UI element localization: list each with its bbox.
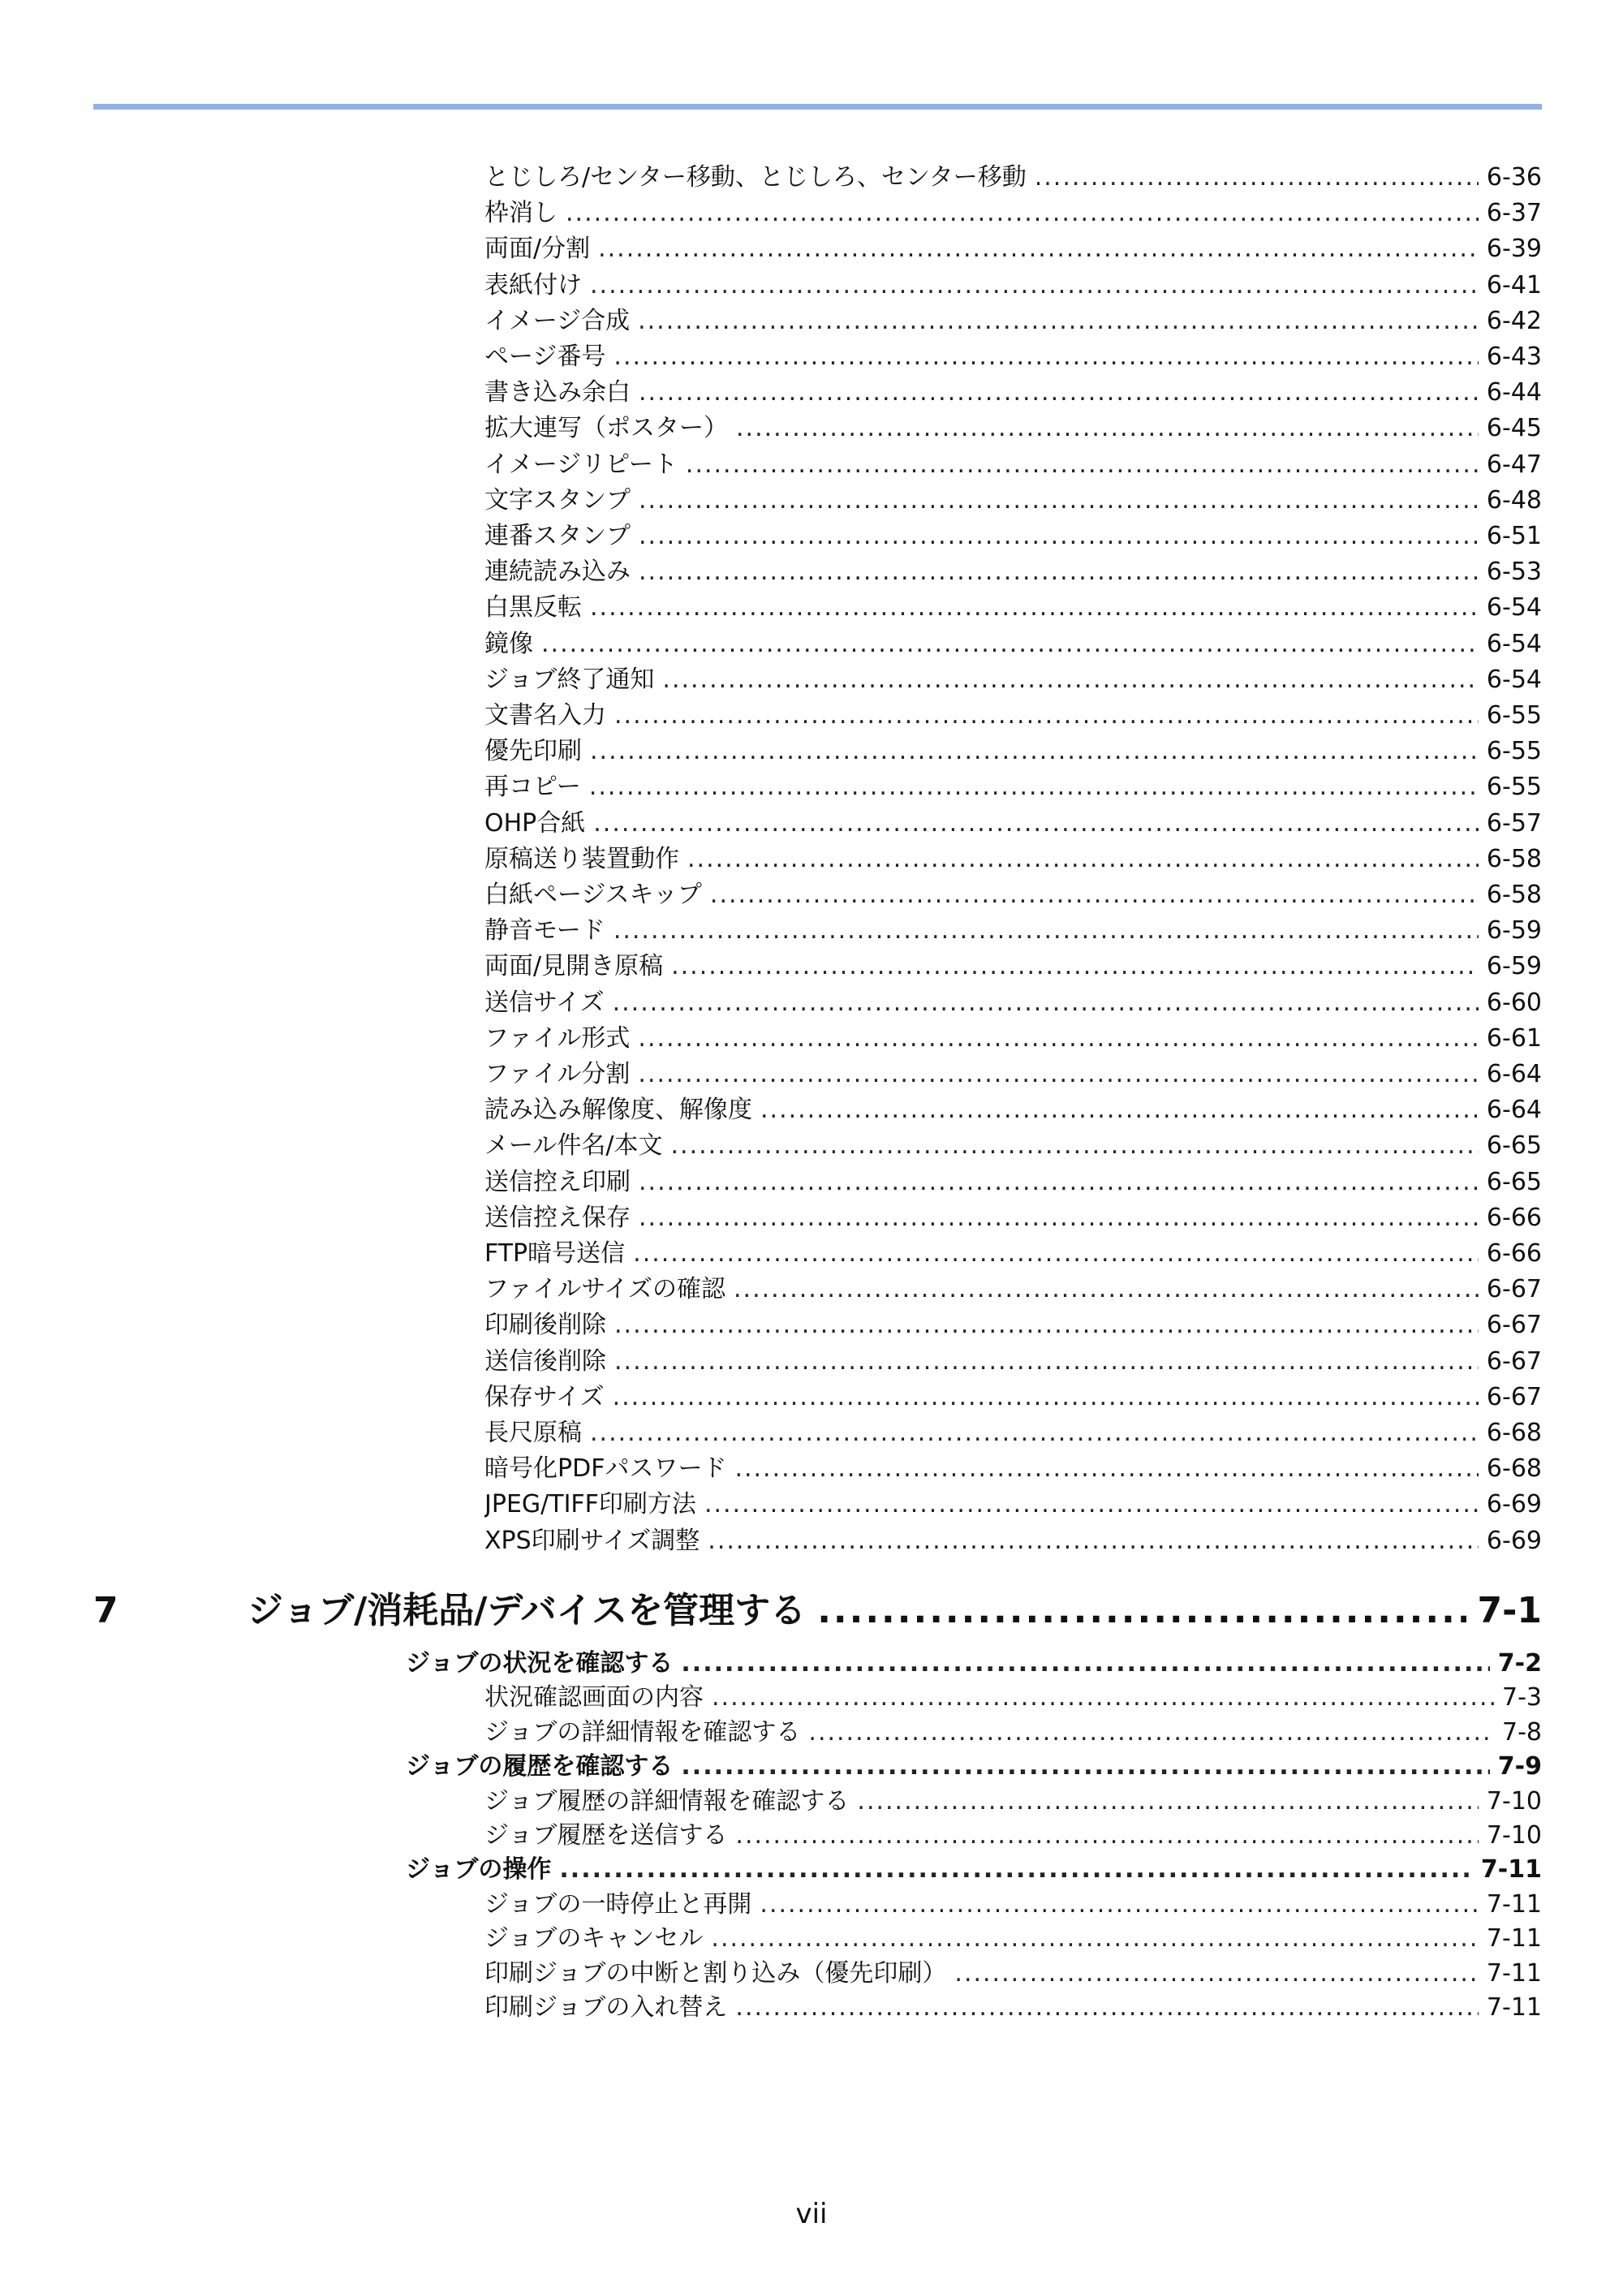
toc-entry[interactable] [484, 1053, 1542, 1089]
toc-entry-page: 6-66 [1486, 1204, 1542, 1232]
toc-entry[interactable] [484, 1304, 1542, 1340]
toc-entry[interactable] [484, 1197, 1542, 1233]
dot-leader [613, 1383, 1479, 1411]
dot-leader [760, 1890, 1479, 1919]
toc-entry-title: ページ番号 [484, 342, 606, 371]
dot-leader [954, 1959, 1479, 1988]
toc-entry-title: 両面/見開き原稿 [484, 952, 664, 980]
toc-entry-page: 6-55 [1486, 773, 1542, 801]
dot-leader [559, 1855, 1473, 1884]
dot-leader [598, 235, 1479, 263]
toc-entry-title: 送信サイズ [484, 989, 605, 1017]
toc-entry[interactable] [484, 803, 1542, 838]
toc-entry-page: 6-67 [1486, 1347, 1542, 1376]
dot-leader [639, 486, 1479, 515]
dot-leader [736, 414, 1479, 442]
dot-leader [614, 701, 1479, 730]
toc-entry[interactable] [484, 946, 1542, 981]
toc-entry-title: OHP合紙 [484, 809, 586, 838]
toc-section-entry[interactable] [406, 1849, 1542, 1885]
toc-section-entry[interactable] [406, 1643, 1542, 1678]
toc-entry[interactable] [484, 659, 1542, 695]
dot-leader [760, 1096, 1479, 1124]
dot-leader [687, 845, 1479, 873]
dot-leader [614, 1311, 1479, 1339]
dot-leader [671, 1131, 1479, 1160]
toc-entry-title: JPEG/TIFF印刷方法 [484, 1490, 696, 1518]
dot-leader [857, 1787, 1479, 1816]
toc-entry-page: 7-9 [1497, 1752, 1542, 1781]
toc-entry-title: とじしろ/センター移動、とじしろ、センター移動 [484, 163, 1027, 192]
toc-entry[interactable] [484, 1412, 1542, 1448]
toc-entry[interactable] [484, 1712, 1542, 1747]
dot-leader [686, 450, 1479, 479]
dot-leader [590, 593, 1479, 622]
toc-entry-title: 暗号化PDFパスワード [484, 1454, 727, 1483]
toc-entry-page: 6-54 [1486, 593, 1542, 622]
dot-leader [639, 1204, 1479, 1232]
toc-entry-page: 6-68 [1486, 1419, 1542, 1447]
toc-entry[interactable] [484, 157, 1542, 192]
toc-entry-title: ファイルサイズの確認 [484, 1275, 725, 1303]
toc-entry-page: 6-39 [1486, 235, 1542, 263]
toc-entry[interactable] [484, 695, 1542, 730]
dot-leader [593, 809, 1479, 838]
toc-entry-page: 6-67 [1486, 1311, 1542, 1339]
toc-entry-title: ジョブの一時停止と再開 [484, 1890, 752, 1919]
toc-entry[interactable] [484, 1484, 1542, 1519]
toc-entry-page: 6-37 [1486, 199, 1542, 227]
dot-leader [712, 1683, 1494, 1712]
toc-entry[interactable] [484, 766, 1542, 802]
toc-entry[interactable] [484, 1448, 1542, 1484]
toc-entry-title: 送信後削除 [484, 1347, 606, 1376]
dot-leader [613, 989, 1479, 1017]
dot-leader [671, 952, 1479, 980]
chapter-number: 7 [93, 1590, 118, 1631]
toc-entry-title: 鏡像 [484, 630, 533, 658]
toc-entry-page: 6-69 [1486, 1527, 1542, 1555]
toc-entry-title: 優先印刷 [484, 737, 582, 765]
toc-entry[interactable] [484, 1918, 1542, 1954]
toc-entry-title: 文書名入力 [484, 701, 606, 730]
toc-entry-title: 白黒反転 [484, 593, 582, 622]
dot-leader [590, 1419, 1479, 1447]
toc-entry-page: 6-43 [1486, 342, 1542, 371]
dot-leader [541, 630, 1479, 658]
toc-entry[interactable] [484, 372, 1542, 407]
toc-entry-page: 6-51 [1486, 522, 1542, 550]
toc-entry-title: ジョブの操作 [406, 1855, 552, 1884]
toc-entry-page: 6-67 [1486, 1275, 1542, 1303]
toc-entry[interactable] [484, 1815, 1542, 1850]
toc-entry-page: 6-58 [1486, 881, 1542, 909]
toc-entry-page: 6-54 [1486, 666, 1542, 694]
toc-entry-page: 6-54 [1486, 630, 1542, 658]
toc-entry-title: ジョブ履歴の詳細情報を確認する [484, 1787, 850, 1816]
toc-entry-title: ジョブの履歴を確認する [406, 1752, 674, 1781]
toc-entry-page: 7-11 [1486, 1993, 1542, 2022]
chapter-heading[interactable] [93, 1581, 1542, 1633]
toc-entry[interactable] [484, 587, 1542, 622]
toc-entry-title: 書き込み余白 [484, 378, 631, 407]
toc-entry-title: 連番スタンプ [484, 522, 631, 550]
toc-entry-page: 6-59 [1486, 916, 1542, 945]
toc-entry-page: 6-69 [1486, 1490, 1542, 1518]
toc-entry-title: 再コピー [484, 773, 581, 801]
toc-entry-title: ジョブ履歴を送信する [484, 1821, 728, 1850]
toc-entry[interactable] [484, 730, 1542, 766]
toc-entry-title: ジョブのキャンセル [484, 1924, 704, 1953]
toc-entry-title: ファイル分割 [484, 1060, 631, 1088]
toc-entry-page: 6-60 [1486, 989, 1542, 1017]
toc-entry-title: 静音モード [484, 916, 605, 945]
toc-entry-page: 7-11 [1486, 1890, 1542, 1919]
dot-leader [638, 307, 1479, 335]
toc-entry[interactable] [484, 1781, 1542, 1816]
toc-entry-page: 6-64 [1486, 1060, 1542, 1088]
dot-leader [704, 1490, 1479, 1518]
dot-leader [1035, 163, 1479, 192]
toc-entry[interactable] [484, 1884, 1542, 1919]
chapter-page: 7-1 [1477, 1590, 1542, 1631]
toc-entry-page: 6-55 [1486, 701, 1542, 730]
toc-entry-title: 表紙付け [484, 271, 582, 299]
dot-leader [710, 881, 1479, 909]
dot-leader [614, 1347, 1479, 1376]
toc-entry[interactable] [484, 1376, 1542, 1412]
toc-entry-page: 7-11 [1480, 1855, 1542, 1884]
toc-entry-title: 印刷ジョブの中断と割り込み（優先印刷） [484, 1959, 947, 1988]
toc-entry-title: 枠消し [484, 199, 558, 227]
dot-leader [639, 1168, 1479, 1196]
toc-entry-page: 6-68 [1486, 1454, 1542, 1483]
toc-entry-title: 連続読み込み [484, 558, 631, 586]
toc-entry-title: 送信控え保存 [484, 1204, 631, 1232]
toc-entry[interactable] [484, 228, 1542, 264]
toc-entry-title: 原稿送り装置動作 [484, 845, 679, 873]
toc-entry-title: 状況確認画面の内容 [484, 1683, 704, 1712]
dot-leader [681, 1649, 1489, 1678]
toc-entry-title: 長尺原稿 [484, 1419, 582, 1447]
dot-leader [708, 1527, 1479, 1555]
page-number: vii [795, 2198, 828, 2230]
toc-entry-page: 6-55 [1486, 737, 1542, 765]
toc-entry-page: 7-11 [1486, 1959, 1542, 1988]
toc-entry-page: 6-65 [1486, 1131, 1542, 1160]
toc-entry[interactable] [484, 623, 1542, 659]
toc-entry[interactable] [484, 551, 1542, 587]
toc-entry-page: 6-66 [1486, 1239, 1542, 1268]
dot-leader [734, 1275, 1479, 1303]
dot-leader [639, 378, 1479, 407]
toc-entry-page: 6-42 [1486, 307, 1542, 335]
toc-entry-title: 両面/分割 [484, 235, 591, 263]
toc-entry-page: 7-11 [1486, 1924, 1542, 1953]
toc-entry-page: 6-44 [1486, 378, 1542, 407]
toc-entry-title: ジョブ終了通知 [484, 666, 655, 694]
header-rule [93, 104, 1542, 110]
toc-entry-title: 保存サイズ [484, 1383, 605, 1411]
dot-leader [639, 522, 1479, 550]
toc-entry-page: 6-48 [1486, 486, 1542, 515]
dot-leader [711, 1924, 1479, 1953]
toc-entry-title: イメージリピート [484, 450, 678, 479]
toc-entry-title: ジョブの状況を確認する [406, 1649, 674, 1678]
toc-entry[interactable] [484, 1269, 1542, 1304]
toc-entry-page: 7-2 [1497, 1649, 1542, 1678]
dot-leader [566, 199, 1479, 227]
toc-entry-page: 6-61 [1486, 1024, 1542, 1053]
dot-leader [735, 1993, 1479, 2022]
toc-entry[interactable] [484, 1089, 1542, 1125]
toc-entry[interactable] [484, 480, 1542, 515]
toc-entry[interactable] [484, 300, 1542, 336]
toc-section-entry[interactable] [406, 1746, 1542, 1781]
toc-entry-title: メール件名/本文 [484, 1131, 663, 1160]
dot-leader [734, 1454, 1478, 1483]
dot-leader [817, 1590, 1466, 1631]
dot-leader [639, 558, 1479, 586]
dot-leader [662, 666, 1479, 694]
dot-leader [681, 1752, 1489, 1781]
dot-leader [590, 271, 1479, 299]
toc-entry-page: 7-3 [1502, 1683, 1542, 1712]
toc-entry[interactable] [484, 192, 1542, 228]
toc-entry[interactable] [484, 910, 1542, 946]
toc-entry[interactable] [484, 515, 1542, 551]
dot-leader [589, 773, 1479, 801]
toc-entry[interactable] [484, 1520, 1542, 1556]
toc-entry-title: XPS印刷サイズ調整 [484, 1527, 700, 1555]
toc-entry-page: 6-41 [1486, 271, 1542, 299]
toc-entry-title: 白紙ページスキップ [484, 881, 702, 909]
toc-entry[interactable] [484, 1125, 1542, 1161]
dot-leader [633, 1239, 1479, 1268]
toc-entry-page: 7-10 [1486, 1821, 1542, 1850]
toc-entry[interactable] [484, 982, 1542, 1018]
toc-entry-title: イメージ合成 [484, 307, 631, 335]
toc-entry-page: 6-65 [1486, 1168, 1542, 1196]
toc-entry[interactable] [484, 1341, 1542, 1376]
toc-entry-title: FTP暗号送信 [484, 1239, 626, 1268]
toc-entry-title: 印刷後削除 [484, 1311, 606, 1339]
toc-entry-title: 読み込み解像度、解像度 [484, 1096, 752, 1124]
toc-entry[interactable] [484, 1987, 1542, 2022]
toc-entry[interactable] [484, 1161, 1542, 1197]
toc-entry-title: 拡大連写（ポスター） [484, 414, 728, 442]
dot-leader [613, 342, 1479, 371]
toc-entry[interactable] [484, 1677, 1542, 1712]
toc-entry[interactable] [484, 1018, 1542, 1053]
toc-entry-title: ジョブの詳細情報を確認する [484, 1718, 801, 1747]
toc-entry-page: 6-59 [1486, 952, 1542, 980]
toc-entry-title: 文字スタンプ [484, 486, 631, 515]
toc-entry[interactable] [484, 265, 1542, 300]
toc-entry-page: 7-8 [1502, 1718, 1542, 1747]
toc-entry[interactable] [484, 407, 1542, 443]
dot-leader [590, 737, 1479, 765]
toc-entry-page: 6-45 [1486, 414, 1542, 442]
toc-entry[interactable] [484, 838, 1542, 874]
dot-leader [808, 1718, 1494, 1747]
toc-entry[interactable] [484, 874, 1542, 910]
dot-leader [638, 1060, 1479, 1088]
toc-entry-page: 6-64 [1486, 1096, 1542, 1124]
toc-entry-page: 6-47 [1486, 450, 1542, 479]
toc-entry-page: 6-67 [1486, 1383, 1542, 1411]
toc-entry[interactable] [484, 444, 1542, 480]
toc-entry-page: 6-53 [1486, 558, 1542, 586]
toc-entry-page: 6-57 [1486, 809, 1542, 838]
toc-entry-title: 印刷ジョブの入れ替え [484, 1993, 728, 2022]
dot-leader [613, 916, 1479, 945]
toc-entry-page: 6-36 [1486, 163, 1542, 192]
toc-entry[interactable] [484, 1233, 1542, 1269]
toc-entry-page: 7-10 [1486, 1787, 1542, 1816]
dot-leader [735, 1821, 1479, 1850]
toc-entry-page: 6-58 [1486, 845, 1542, 873]
chapter-title: ジョブ/消耗品/デバイスを管理する [248, 1590, 807, 1631]
dot-leader [638, 1024, 1479, 1053]
toc-entry-title: 送信控え印刷 [484, 1168, 631, 1196]
toc-entry[interactable] [484, 336, 1542, 372]
toc-entry[interactable] [484, 1953, 1542, 1988]
toc-entry-title: ファイル形式 [484, 1024, 631, 1053]
